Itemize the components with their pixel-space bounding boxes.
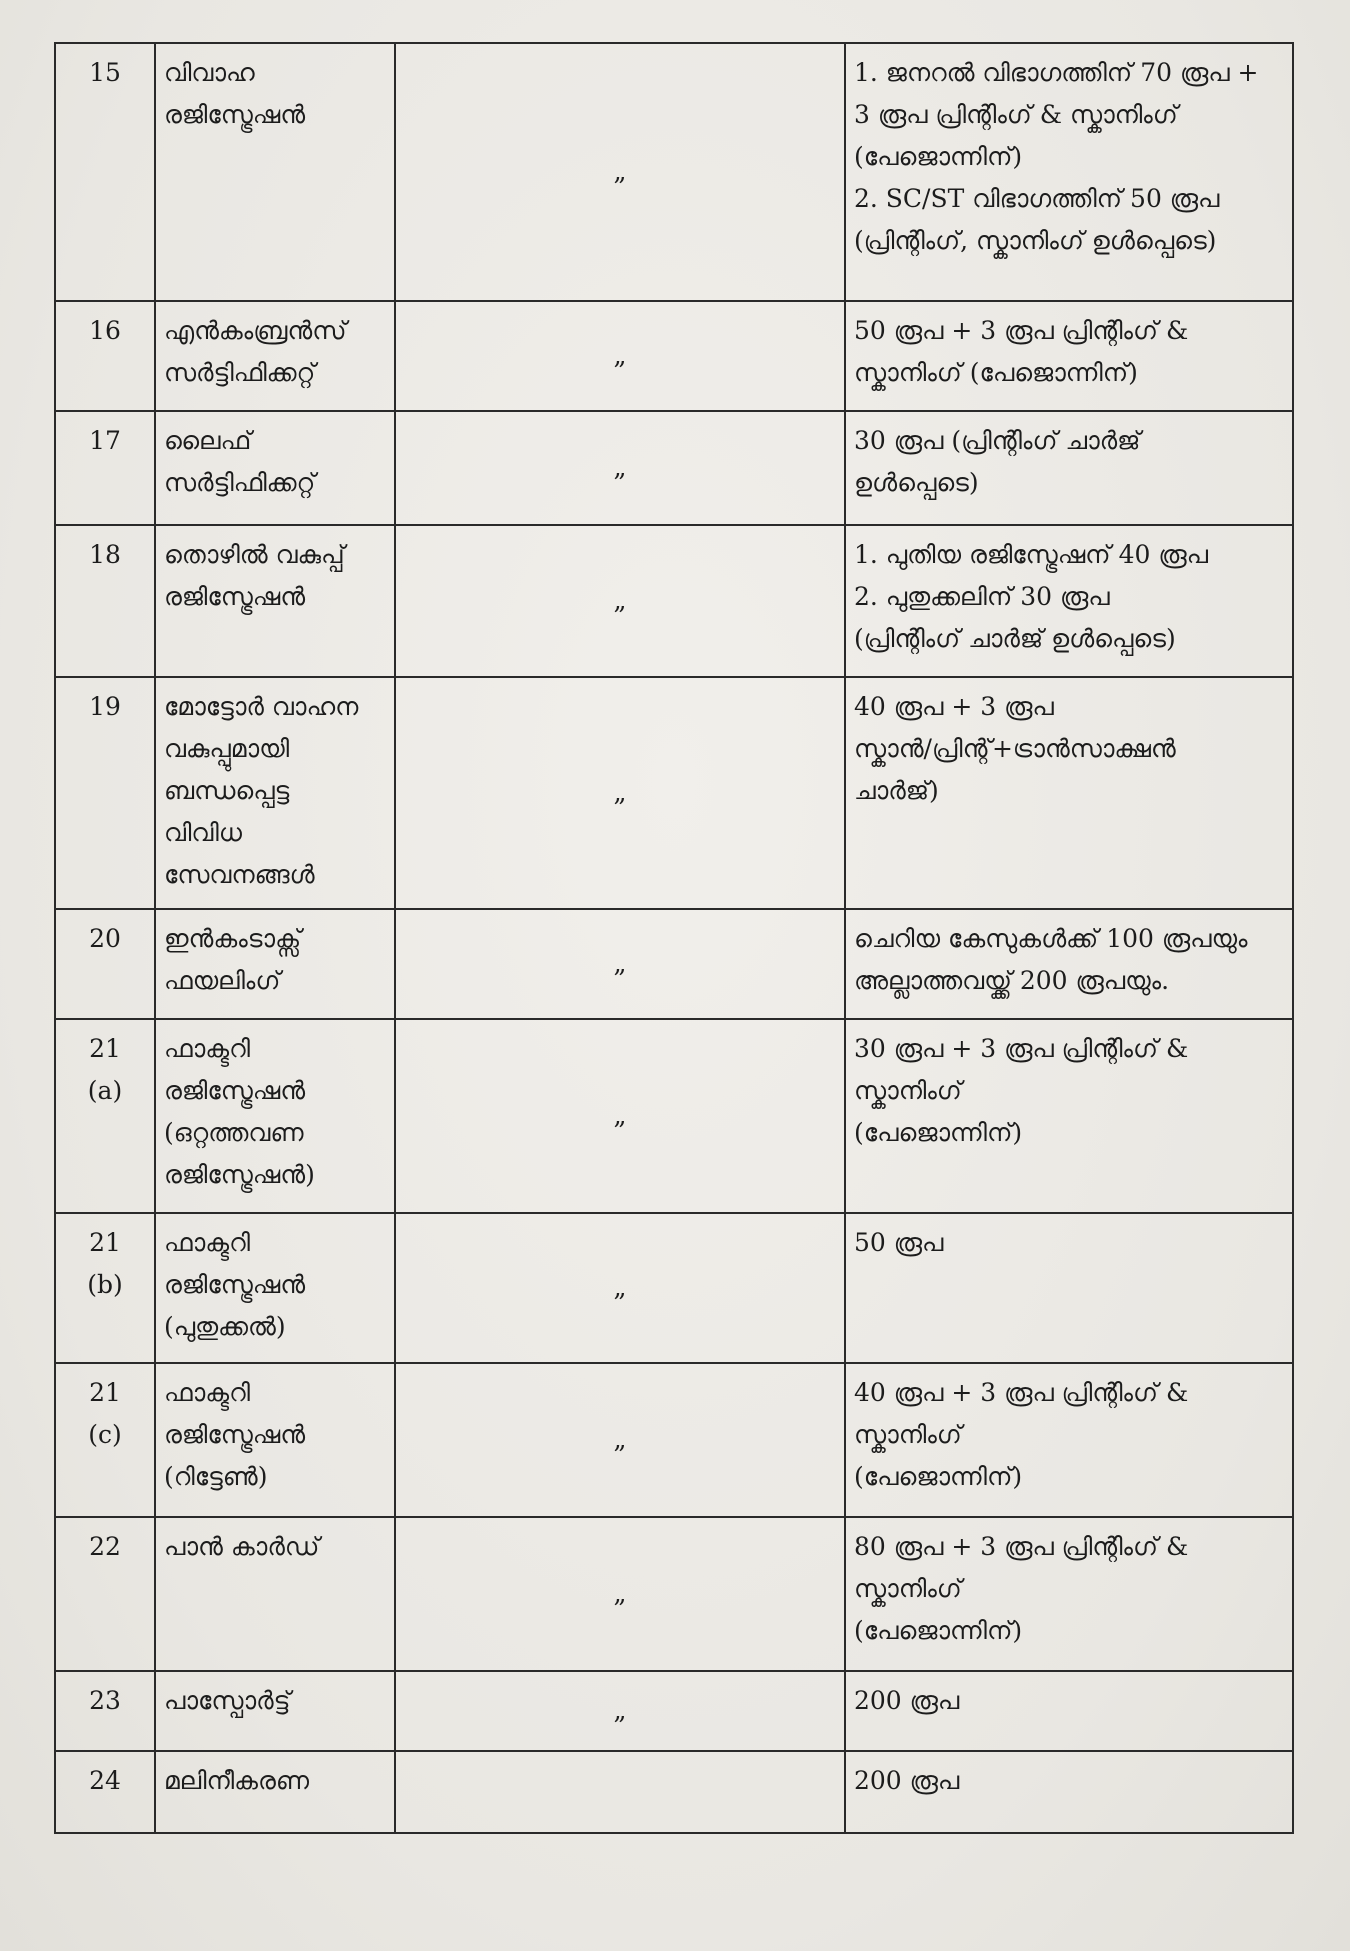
fee-details: 40 രൂപ + 3 രൂപ പ്രിന്റിംഗ് & സ്കാനിംഗ് (പേജൊന്നിന്) [845,1363,1293,1517]
serial-number-cell [55,1517,155,1671]
serial-number-cell [55,43,155,301]
serial-sub: (b) [87,1270,123,1299]
fee-details: 30 രൂപ + 3 രൂപ പ്രിന്റിംഗ് & സ്കാനിംഗ് (പേജൊന്നിന്) [845,1019,1293,1213]
serial-number-cell [55,1019,155,1213]
table-row [55,1363,1293,1517]
ditto-mark: „ [395,1671,845,1751]
ditto-mark: „ [395,677,845,909]
service-name: പാസ്പോർട്ട് [155,1671,395,1751]
serial-number-cell [55,1363,155,1517]
serial-number-cell [55,909,155,1019]
table-row [55,677,1293,909]
fee-details: 80 രൂപ + 3 രൂപ പ്രിന്റിംഗ് & സ്കാനിംഗ് (പേജൊന്നിന്) [845,1517,1293,1671]
ditto-mark: „ [395,1213,845,1363]
serial-number: 21 [89,1378,121,1407]
table-body [55,43,1293,1833]
fee-details: 50 രൂപ + 3 രൂപ പ്രിന്റിംഗ് & സ്കാനിംഗ് (പേജൊന്നിന്) [845,301,1293,411]
table-row [55,1213,1293,1363]
serial-number: 23 [89,1686,121,1715]
table-row [55,1019,1293,1213]
serial-number: 15 [89,58,121,87]
serial-number: 19 [89,692,121,721]
table-row [55,43,1293,301]
serial-number: 17 [89,426,121,455]
fee-details: 1. ജനറൽ വിഭാഗത്തിന് 70 രൂപ + 3 രൂപ പ്രിന്റിംഗ് & സ്കാനിംഗ് (പേജൊന്നിന്) 2. SC/ST വിഭാഗത്തിന് 50 രൂപ (പ്രിന്റിംഗ്, സ്കാനിംഗ് ഉൾപ്പെടെ) [845,43,1293,301]
service-name: ഫാക്ടറി രജിസ്ട്രേഷൻ (ഒറ്റത്തവണ രജിസ്ട്രേഷൻ) [155,1019,395,1213]
fee-details: 40 രൂപ + 3 രൂപ സ്കാൻ/പ്രിന്റ്+ട്രാൻസാക്ഷൻ ചാർജ്) [845,677,1293,909]
service-name: ഇൻകംടാക്സ് ഫയലിംഗ് [155,909,395,1019]
service-fee-table [54,42,1294,1834]
fee-details: 1. പുതിയ രജിസ്ട്രേഷന് 40 രൂപ 2. പുതുക്കലിന് 30 രൂപ (പ്രിന്റിംഗ് ചാർജ് ഉൾപ്പെടെ) [845,525,1293,677]
service-name: ഫാക്ടറി രജിസ്ട്രേഷൻ (റിട്ടേൺ) [155,1363,395,1517]
fee-details: 200 രൂപ [845,1751,1293,1833]
serial-sub: (c) [88,1420,122,1449]
fee-details: 50 രൂപ [845,1213,1293,1363]
serial-sub: (a) [87,1076,123,1105]
service-name: ലൈഫ് സർട്ടിഫിക്കറ്റ് [155,411,395,525]
service-name: പാൻ കാർഡ് [155,1517,395,1671]
service-name: മോട്ടോർ വാഹന വകുപ്പുമായി ബന്ധപ്പെട്ട വിവിധ സേവനങ്ങൾ [155,677,395,909]
service-name: തൊഴിൽ വകുപ്പ് രജിസ്ട്രേഷൻ [155,525,395,677]
table-row [55,1751,1293,1833]
serial-number: 21 [89,1034,121,1063]
serial-number: 20 [89,924,121,953]
ditto-mark: „ [395,43,845,301]
table-row [55,909,1293,1019]
ditto-mark: „ [395,1019,845,1213]
serial-number: 16 [89,316,121,345]
service-name: ഫാക്ടറി രജിസ്ട്രേഷൻ (പുതുക്കൽ) [155,1213,395,1363]
fee-details: 200 രൂപ [845,1671,1293,1751]
ditto-mark [395,1751,845,1833]
serial-number-cell [55,1751,155,1833]
serial-number-cell [55,411,155,525]
fee-details: 30 രൂപ (പ്രിന്റിംഗ് ചാർജ് ഉൾപ്പെടെ) [845,411,1293,525]
serial-number-cell [55,525,155,677]
serial-number: 18 [89,540,121,569]
ditto-mark: „ [395,525,845,677]
serial-number: 22 [89,1532,121,1561]
fee-details: ചെറിയ കേസുകൾക്ക് 100 രൂപയും അല്ലാത്തവയ്ക്ക് 200 രൂപയും. [845,909,1293,1019]
table-row [55,411,1293,525]
serial-number-cell [55,1213,155,1363]
serial-number-cell [55,677,155,909]
service-name: എൻകംബ്രൻസ് സർട്ടിഫിക്കറ്റ് [155,301,395,411]
table-row [55,525,1293,677]
serial-number-cell [55,301,155,411]
ditto-mark: „ [395,411,845,525]
table-row [55,1517,1293,1671]
ditto-mark: „ [395,1363,845,1517]
service-name: മലിനീകരണ [155,1751,395,1833]
table-row [55,1671,1293,1751]
service-name: വിവാഹ രജിസ്ട്രേഷൻ [155,43,395,301]
table-row [55,301,1293,411]
ditto-mark: „ [395,1517,845,1671]
ditto-mark: „ [395,909,845,1019]
serial-number-cell [55,1671,155,1751]
serial-number: 21 [89,1228,121,1257]
serial-number: 24 [89,1766,121,1795]
ditto-mark: „ [395,301,845,411]
